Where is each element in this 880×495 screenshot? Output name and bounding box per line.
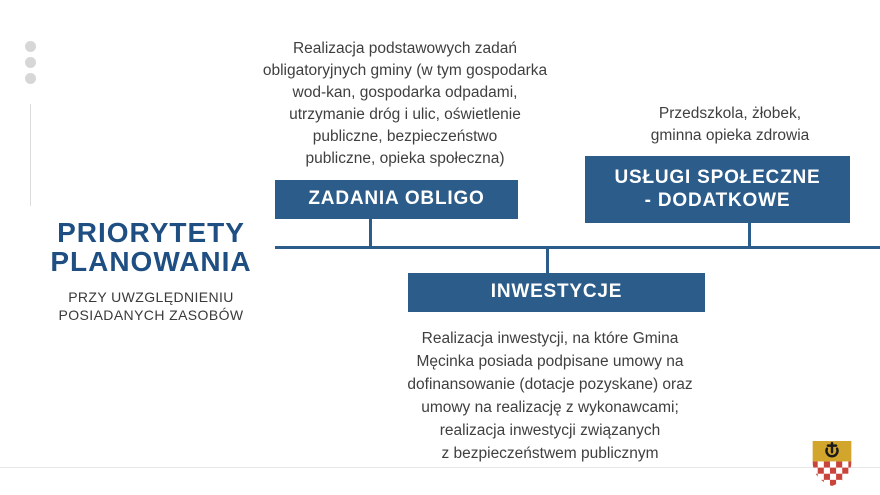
note-line: Męcinka posiada podpisane umowy na	[416, 352, 684, 370]
subtitle-line-1: PRZY UWZGLĘDNIENIU	[68, 288, 234, 305]
note-line: publiczne, bezpieczeństwo	[312, 128, 498, 145]
connector-inwestycje	[546, 248, 549, 274]
subtitle-line-2: POSIADANYCH ZASOBÓW	[58, 306, 244, 323]
dot-icon	[25, 57, 36, 68]
box-zadania-obligo	[275, 180, 518, 219]
note-line: z bezpieczeństwem publicznym	[441, 444, 659, 462]
note-line: Realizacja podstawowych zadań	[292, 40, 518, 57]
note-line: realizacja inwestycji związanych	[439, 421, 661, 439]
connector-zadania-obligo	[369, 218, 372, 247]
note-line: wod-kan, gospodarka odpadami,	[292, 84, 518, 101]
note-inwestycje	[363, 328, 737, 466]
note-uslugi-spoleczne	[598, 103, 862, 147]
note-line: utrzymanie dróg i ulic, oświetlenie	[289, 106, 521, 123]
note-line: publiczne, opieka społeczna)	[305, 150, 505, 167]
dots-decoration-icon	[25, 41, 37, 89]
box-label-line-1: USŁUGI SPOŁECZNE	[614, 167, 821, 189]
box-label: ZADANIA OBLIGO	[308, 188, 485, 210]
box-uslugi-spoleczne	[585, 156, 850, 223]
dot-icon	[25, 73, 36, 84]
note-line: dofinansowanie (dotacje pozyskane) oraz	[407, 375, 693, 393]
box-inwestycje	[408, 273, 705, 312]
page-title-line-2: PLANOWANIA	[50, 246, 252, 278]
connector-horizontal	[275, 246, 880, 249]
box-label: INWESTYCJE	[490, 281, 623, 303]
note-line: umowy na realizację z wykonawcami;	[421, 398, 679, 416]
note-zadania-obligo	[213, 38, 597, 170]
dot-icon	[25, 41, 36, 52]
coat-of-arms-icon	[811, 440, 853, 487]
note-line: Przedszkola, żłobek,	[658, 105, 802, 122]
page-title-line-1: PRIORYTETY	[57, 217, 245, 248]
vertical-divider	[30, 104, 31, 206]
connector-uslugi	[748, 222, 751, 247]
title-block	[18, 218, 284, 324]
note-line: gminna opieka zdrowia	[650, 127, 810, 144]
note-line: Realizacja inwestycji, na które Gmina	[421, 330, 679, 347]
bottom-divider	[0, 467, 880, 468]
box-label-line-2: - DODATKOWE	[644, 189, 791, 211]
note-line: obligatoryjnych gminy (w tym gospodarka	[262, 62, 548, 79]
page-subtitle	[18, 288, 284, 324]
